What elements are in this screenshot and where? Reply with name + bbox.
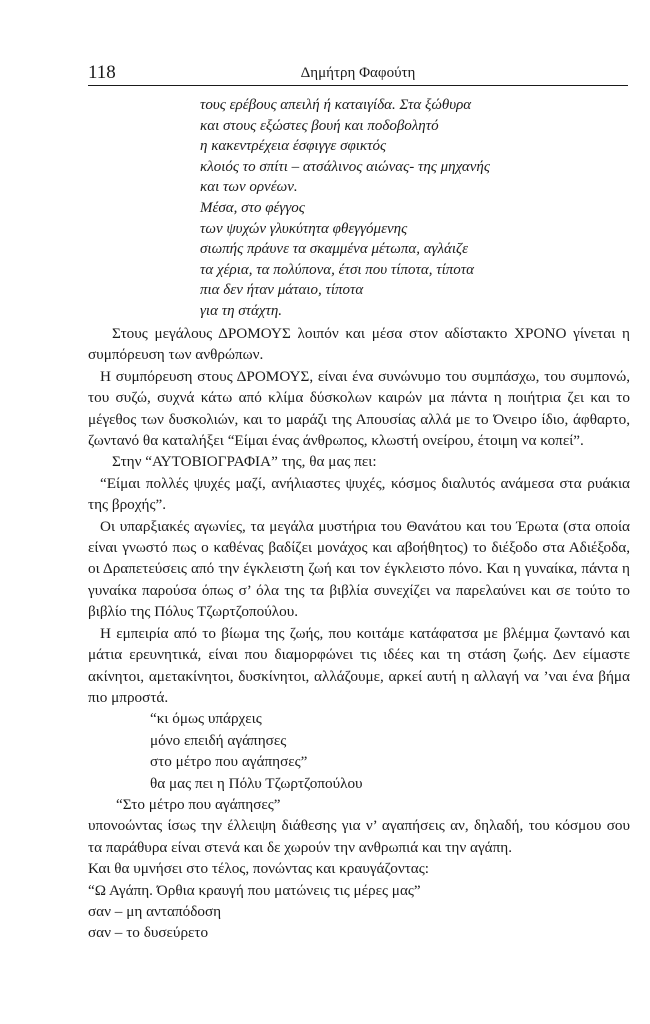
poem-line: τα χέρια, τα πολύπονα, έτσι που τίποτα, τίποτα bbox=[200, 261, 475, 278]
closing-line: σαν – το δυσεύρετο bbox=[88, 924, 209, 942]
paragraph: Στους μεγάλους ΔΡΟΜΟΥΣ λοιπόν και μέσα στον αδίστακτο ΧΡΟΝΟ γίνεται η συμπόρευση των ανθρώπων. bbox=[88, 325, 630, 364]
closing-line: “Ω Αγάπη. Όρθια κραυγή που ματώνεις τις μέρες μας” bbox=[88, 881, 421, 899]
paragraph: υπονοώντας ίσως την έλλειψη διάθεσης για ν’ αγαπήσεις αν, δηλαδή, του κόσμου σου τα παράθυρα είναι στενά και δε χωρούν την ανθρωπιά και την αγάπη. bbox=[88, 817, 630, 856]
closing-line: σαν – μη ανταπόδοση bbox=[88, 902, 222, 920]
poem-line: και στους εξώστες βουή και ποδοβολητό bbox=[200, 117, 439, 134]
poem-line: τους ερέβους απειλή ή καταιγίδα. Στα ξώθυρα bbox=[200, 97, 472, 113]
paragraph: Η συμπόρευση στους ΔΡΟΜΟΥΣ, είναι ένα συνώνυμο του συμπάσχω, του συμπονώ, του συζώ, συχνά κάτω από κλίμα δύσκολων καιρών μα πάντα η ποιήτρια ζει και το μέγεθος των δυσκολιών, και το μαράζι της Απουσίας αλλά με το Όνειρο ίδιο, άφθαρτο, ζωντανό θα καταλήξει “Είμαι ένας άνθρωπος, κλωστή ονείρου, έτοιμη να κοπεί”. bbox=[88, 367, 630, 450]
verse-quote bbox=[88, 708, 630, 794]
poem-line: Μέσα, στο φέγγος bbox=[200, 199, 305, 216]
page-number: 118 bbox=[88, 62, 116, 83]
verse-attribution: θα μας πει η Πόλυ Τζωρτζοπούλου bbox=[150, 774, 363, 792]
poem-line: για τη στάχτη. bbox=[200, 302, 283, 319]
header-rule bbox=[88, 85, 628, 86]
paragraph: Οι υπαρξιακές αγωνίες, τα μεγάλα μυστήρια του Θανάτου και του Έρωτα (στα οποία είναι γνωστό πως ο καθένας βαδίζει μονάχος και αβοήθητος) το διέξοδο στα Αδιέξοδα, οι Δραπετεύσεις από την έγκλειστη ζωή και τον έγκλειστο πόνο. Και η γυναίκα, πάντα η γυναίκα παρούσα όπως σ’ όλα της τα βιβλία συνεχίζει να παρελαύνει και σε τούτο το βιβλίο της Πόλυς Τζωρτζοπούλου. bbox=[88, 517, 630, 621]
poem-excerpt bbox=[200, 95, 620, 322]
quote-title-line: “Στο μέτρο που αγάπησες” bbox=[116, 795, 281, 813]
poem-line: σιωπής πράυνε τα σκαμμένα μέτωπα, αγλάιζε bbox=[200, 241, 469, 258]
verse-line: στο μέτρο που αγάπησες” bbox=[150, 753, 308, 771]
closing-intro-line: Και θα υμνήσει στο τέλος, πονώντας και κραυγάζοντας: bbox=[88, 860, 429, 878]
poem-line: πια δεν ήταν μάταιο, τίποτα bbox=[200, 282, 364, 299]
poem-line: και των ορνέων. bbox=[200, 179, 298, 196]
poem-line: η κακεντρέχεια έσφιγγε σφικτός bbox=[200, 138, 387, 155]
paragraph: Στην “ΑΥΤΟΒΙΟΓΡΑΦΙΑ” της, θα μας πει: bbox=[112, 453, 377, 471]
verse-line: μόνο επειδή αγάπησες bbox=[150, 731, 287, 749]
running-head-author: Δημήτρη Φαφούτη bbox=[300, 65, 416, 81]
verse-line: “κι όμως υπάρχεις bbox=[150, 710, 262, 728]
quoted-paragraph: “Είμαι πολλές ψυχές μαζί, ανήλιαστες ψυχές, κόσμος διαλυτός ανάμεσα στα ρυάκια της βροχής”. bbox=[88, 474, 630, 514]
body-text bbox=[88, 323, 630, 944]
poem-line: κλοιός το σπίτι – ατσάλινος αιώνας- της μηχανής bbox=[200, 158, 490, 175]
paragraph: Η εμπειρία από το βίωμα της ζωής, που κοιτάμε κατάφατσα με βλέμμα ζωντανό και μάτια ερευνητικά, είναι που διαμορφώνει τις ιδέες και τη στάση ζωής. Δεν είμαστε ακίνητοι, αμετακίνητοι, δυσκίνητοι, αλλάζουμε, αρκεί αυτή η αλλαγή να ’ναι ένα βήμα πιο μπροστά. bbox=[88, 624, 630, 706]
poem-line: των ψυχών γλυκύτητα φθεγγόμενης bbox=[200, 220, 408, 237]
page-header bbox=[88, 62, 628, 84]
